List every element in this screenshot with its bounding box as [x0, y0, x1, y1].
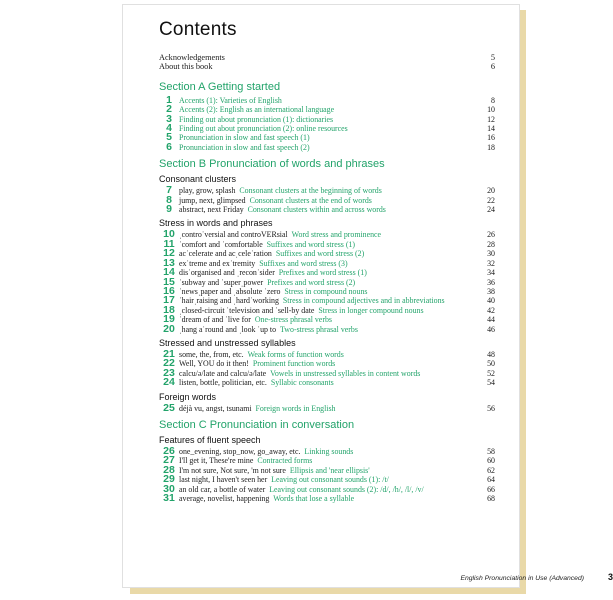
unit-row [159, 237, 495, 250]
unit-text [179, 315, 479, 324]
group-heading: Consonant clusters [159, 174, 237, 185]
unit-examples: ˌclosed-circuit ˈtelevision and ˈsell-by date [179, 305, 315, 315]
page-footer [323, 572, 613, 582]
unit-number: 20 [163, 322, 175, 335]
unit-examples: some, the, from, etc. [179, 349, 244, 359]
unit-text [179, 268, 479, 277]
unit-page: 38 [487, 286, 495, 296]
unit-row [159, 205, 495, 214]
unit-examples: ˌhang aˈround and ˌlook ˈup to [179, 324, 277, 334]
unit-row [159, 193, 495, 206]
unit-examples: average, novelist, happening [179, 494, 270, 503]
unit-page: 30 [487, 249, 495, 259]
unit-number: 19 [163, 313, 175, 326]
footer-book-title: English Pronunciation in Use (Advanced) [460, 575, 584, 582]
unit-number: 13 [163, 256, 175, 269]
unit-number: 12 [163, 247, 175, 260]
unit-page: 20 [487, 186, 495, 196]
unit-row [159, 93, 495, 106]
unit-text [179, 196, 479, 205]
unit-page: 54 [487, 378, 495, 388]
unit-text [179, 404, 479, 413]
unit-text [179, 287, 479, 296]
unit-text [179, 447, 479, 456]
unit-examples: acˈcelerate and acˌceleˈration [179, 249, 272, 259]
unit-row [159, 186, 495, 195]
unit-number: 18 [163, 303, 175, 316]
unit-examples: ˈcomfort and ˈcomfortable [179, 239, 263, 249]
unit-title: Stress in compound adjectives and in abbreviations [282, 296, 445, 306]
unit-page: 18 [487, 142, 495, 152]
contents-body [159, 19, 495, 503]
unit-title: Consonant clusters within and across words [247, 205, 386, 215]
unit-page: 24 [487, 205, 495, 215]
unit-page: 48 [487, 349, 495, 359]
unit-title: Syllabic consonants [270, 378, 334, 388]
unit-examples: disˈorganised and ˌreconˈsider [179, 268, 275, 278]
unit-page: 10 [487, 105, 495, 115]
unit-row [159, 494, 495, 503]
unit-examples: ˈhairˌraising and ˌhardˈworking [179, 296, 279, 306]
unit-title: Finding out about pronunciation (1): dictionaries [179, 114, 334, 124]
unit-text [179, 96, 479, 105]
unit-text [179, 350, 479, 359]
unit-page: 12 [487, 114, 495, 124]
unit-page: 46 [487, 324, 495, 334]
unit-examples: ˈsubway and ˈsuperˌpower [179, 277, 264, 287]
unit-page: 22 [487, 195, 495, 205]
unit-number: 5 [166, 131, 172, 144]
unit-text [179, 369, 479, 378]
front-matter-item [159, 62, 495, 71]
unit-page: 28 [487, 239, 495, 249]
unit-row [159, 296, 495, 305]
front-matter-label: Acknowledgements [159, 53, 225, 62]
unit-text [179, 143, 479, 152]
unit-text [179, 249, 479, 258]
unit-row [159, 401, 495, 414]
unit-examples: last night, I haven't seen her [179, 475, 268, 485]
unit-text [179, 306, 479, 315]
unit-number: 17 [163, 294, 175, 307]
unit-row [159, 284, 495, 297]
unit-number: 27 [163, 454, 175, 467]
unit-examples: exˈtreme and exˈtremity [179, 258, 256, 268]
section-a-units [159, 93, 495, 153]
unit-text [179, 485, 479, 494]
unit-title: Ellipsis and 'near ellipsis' [289, 465, 370, 475]
section-b-groups [159, 174, 495, 413]
unit-examples: jump, next, glimpsed [179, 195, 246, 205]
book-page [122, 4, 613, 588]
unit-examples: ˈdream of and ˈlive for [179, 315, 251, 325]
unit-number: 4 [166, 122, 172, 135]
unit-examples: abstract, next Friday [179, 205, 244, 215]
unit-text [179, 230, 479, 239]
unit-examples: listen, bottle, politician, etc. [179, 378, 267, 388]
unit-row [159, 347, 495, 360]
unit-number: 1 [166, 93, 172, 106]
unit-text [179, 494, 479, 503]
unit-text [179, 456, 479, 465]
unit-page: 36 [487, 277, 495, 287]
page-title: Contents [159, 19, 237, 40]
unit-page: 32 [487, 258, 495, 268]
unit-text [179, 296, 479, 305]
unit-title: Suffixes and word stress (2) [275, 249, 365, 259]
unit-number: 6 [166, 140, 172, 153]
unit-page: 68 [487, 494, 495, 503]
unit-page: 34 [487, 268, 495, 278]
unit-examples: an old car, a bottle of water [179, 484, 266, 494]
unit-title: One-stress phrasal verbs [254, 315, 332, 325]
unit-page: 52 [487, 368, 495, 378]
unit-number: 7 [166, 184, 172, 197]
unit-number: 22 [163, 357, 175, 370]
unit-page: 60 [487, 456, 495, 466]
unit-page: 14 [487, 124, 495, 134]
unit-title: Two-stress phrasal verbs [280, 324, 358, 334]
unit-text [179, 325, 479, 334]
unit-title: Pronunciation in slow and fast speech (2) [179, 142, 310, 152]
unit-row [159, 249, 495, 258]
unit-text [179, 124, 479, 133]
unit-number: 25 [163, 401, 175, 414]
unit-title: Leaving out consonant sounds (1): /t/ [271, 475, 389, 485]
unit-examples: Well, YOU do it then! [179, 359, 249, 369]
unit-page: 42 [487, 305, 495, 315]
unit-row [159, 456, 495, 465]
unit-examples: I'm not sure, Not sure, 'm not sure [179, 465, 286, 475]
unit-title: Contracted forms [257, 456, 313, 466]
section-b-heading: Section B Pronunciation of words and phrases [159, 158, 385, 171]
front-matter [159, 53, 495, 72]
unit-examples: déjà vu, angst, tsunami [179, 403, 252, 413]
unit-text [179, 186, 479, 195]
unit-text [179, 466, 479, 475]
unit-page: 26 [487, 230, 495, 240]
section-b [159, 158, 495, 413]
front-matter-page: 6 [490, 62, 495, 72]
unit-text [179, 278, 479, 287]
unit-page: 56 [487, 403, 495, 413]
unit-page: 50 [487, 359, 495, 369]
unit-number: 26 [163, 444, 175, 457]
unit-page: 8 [491, 95, 495, 105]
section-a-heading: Section A Getting started [159, 80, 281, 93]
unit-number: 21 [163, 347, 175, 360]
unit-title: Prominent function words [252, 359, 336, 369]
unit-row [159, 359, 495, 368]
group-heading: Features of fluent speech [159, 434, 261, 445]
section-c [159, 419, 495, 503]
unit-row [159, 256, 495, 269]
unit-title: Stress in longer compound nouns [318, 305, 424, 315]
unit-page: 62 [487, 465, 495, 475]
unit-number: 30 [163, 482, 175, 495]
group-heading: Stress in words and phrases [159, 218, 273, 229]
unit-title: Foreign words in English [255, 403, 336, 413]
unit-row [159, 133, 495, 142]
unit-number: 9 [166, 203, 172, 216]
unit-number: 2 [166, 103, 172, 116]
unit-row [159, 303, 495, 316]
unit-title: Finding out about pronunciation (2): online resources [179, 124, 348, 134]
unit-row [159, 275, 495, 288]
unit-number: 15 [163, 275, 175, 288]
unit-text [179, 359, 479, 368]
unit-text [179, 105, 479, 114]
unit-title: Leaving out consonant sounds (2): /d/, /h/, /l/, /v/ [269, 484, 424, 494]
unit-row [159, 463, 495, 476]
unit-page: 64 [487, 475, 495, 485]
unit-row [159, 444, 495, 457]
unit-title: Suffixes and word stress (3) [259, 258, 348, 268]
unit-title: Weak forms of function words [247, 349, 344, 359]
unit-number: 31 [163, 492, 175, 504]
unit-text [179, 378, 479, 387]
unit-title: Linking sounds [304, 446, 354, 456]
unit-number: 10 [163, 228, 175, 241]
unit-page: 16 [487, 133, 495, 143]
unit-row [159, 112, 495, 125]
unit-title: Consonant clusters at the end of words [249, 195, 372, 205]
unit-examples: ˈnewsˌpaper and ˌabsolute ˈzero [179, 286, 281, 296]
unit-row [159, 378, 495, 387]
front-matter-label: About this book [159, 62, 213, 72]
unit-number: 11 [163, 237, 175, 250]
unit-number: 14 [163, 266, 175, 279]
unit-title: Consonant clusters at the beginning of words [239, 186, 382, 196]
unit-title: Accents (2): English as an international language [179, 105, 335, 115]
unit-examples: one_evening, stop_now, go_away, etc. [179, 446, 301, 456]
group-heading: Foreign words [159, 391, 217, 402]
unit-number: 24 [163, 376, 175, 389]
unit-number: 23 [163, 366, 175, 379]
unit-title: Stress in compound nouns [284, 286, 368, 296]
unit-number: 8 [166, 193, 172, 206]
unit-row [159, 482, 495, 495]
unit-title: Prefixes and word stress (2) [267, 277, 356, 287]
unit-page: 40 [487, 296, 495, 306]
section-c-groups [159, 435, 495, 503]
unit-text [179, 205, 479, 214]
unit-text [179, 133, 479, 142]
unit-page: 66 [487, 484, 495, 494]
unit-text [179, 475, 479, 484]
front-matter-item [159, 53, 495, 62]
section-c-heading: Section C Pronunciation in conversation [159, 418, 355, 431]
section-a [159, 81, 495, 152]
unit-title: Pronunciation in slow and fast speech (1) [179, 133, 310, 143]
unit-title: Words that lose a syllable [273, 494, 355, 503]
unit-text [179, 240, 479, 249]
unit-number: 29 [163, 473, 175, 486]
unit-examples: play, grow, splash [179, 186, 236, 196]
front-matter-page: 5 [490, 53, 495, 62]
unit-title: Word stress and prominence [291, 230, 382, 240]
unit-page: 44 [487, 315, 495, 325]
unit-number: 28 [163, 463, 175, 476]
group-heading: Stressed and unstressed syllables [159, 337, 296, 348]
unit-row [159, 124, 495, 133]
unit-number: 16 [163, 284, 175, 297]
unit-number: 3 [166, 112, 172, 125]
unit-row [159, 475, 495, 484]
unit-title: Prefixes and word stress (1) [278, 268, 367, 278]
unit-page: 58 [487, 446, 495, 456]
unit-row [159, 315, 495, 324]
unit-title: Vowels in unstressed syllables in content words [270, 368, 421, 378]
unit-row [159, 230, 495, 239]
unit-row [159, 366, 495, 379]
unit-title: Suffixes and word stress (1) [266, 239, 356, 249]
unit-text [179, 259, 479, 268]
unit-row [159, 322, 495, 335]
footer-page-number: 3 [607, 572, 613, 582]
unit-examples: I'll get it, These're mine [179, 456, 254, 466]
unit-examples: calcu/ə/late and calcu/ə/late [179, 368, 267, 378]
unit-text [179, 115, 479, 124]
unit-row [159, 268, 495, 277]
unit-title: Accents (1): Varieties of English [179, 95, 282, 105]
unit-row [159, 105, 495, 114]
unit-row [159, 140, 495, 153]
unit-examples: ˌcontroˈversial and controVERsial [179, 230, 288, 240]
